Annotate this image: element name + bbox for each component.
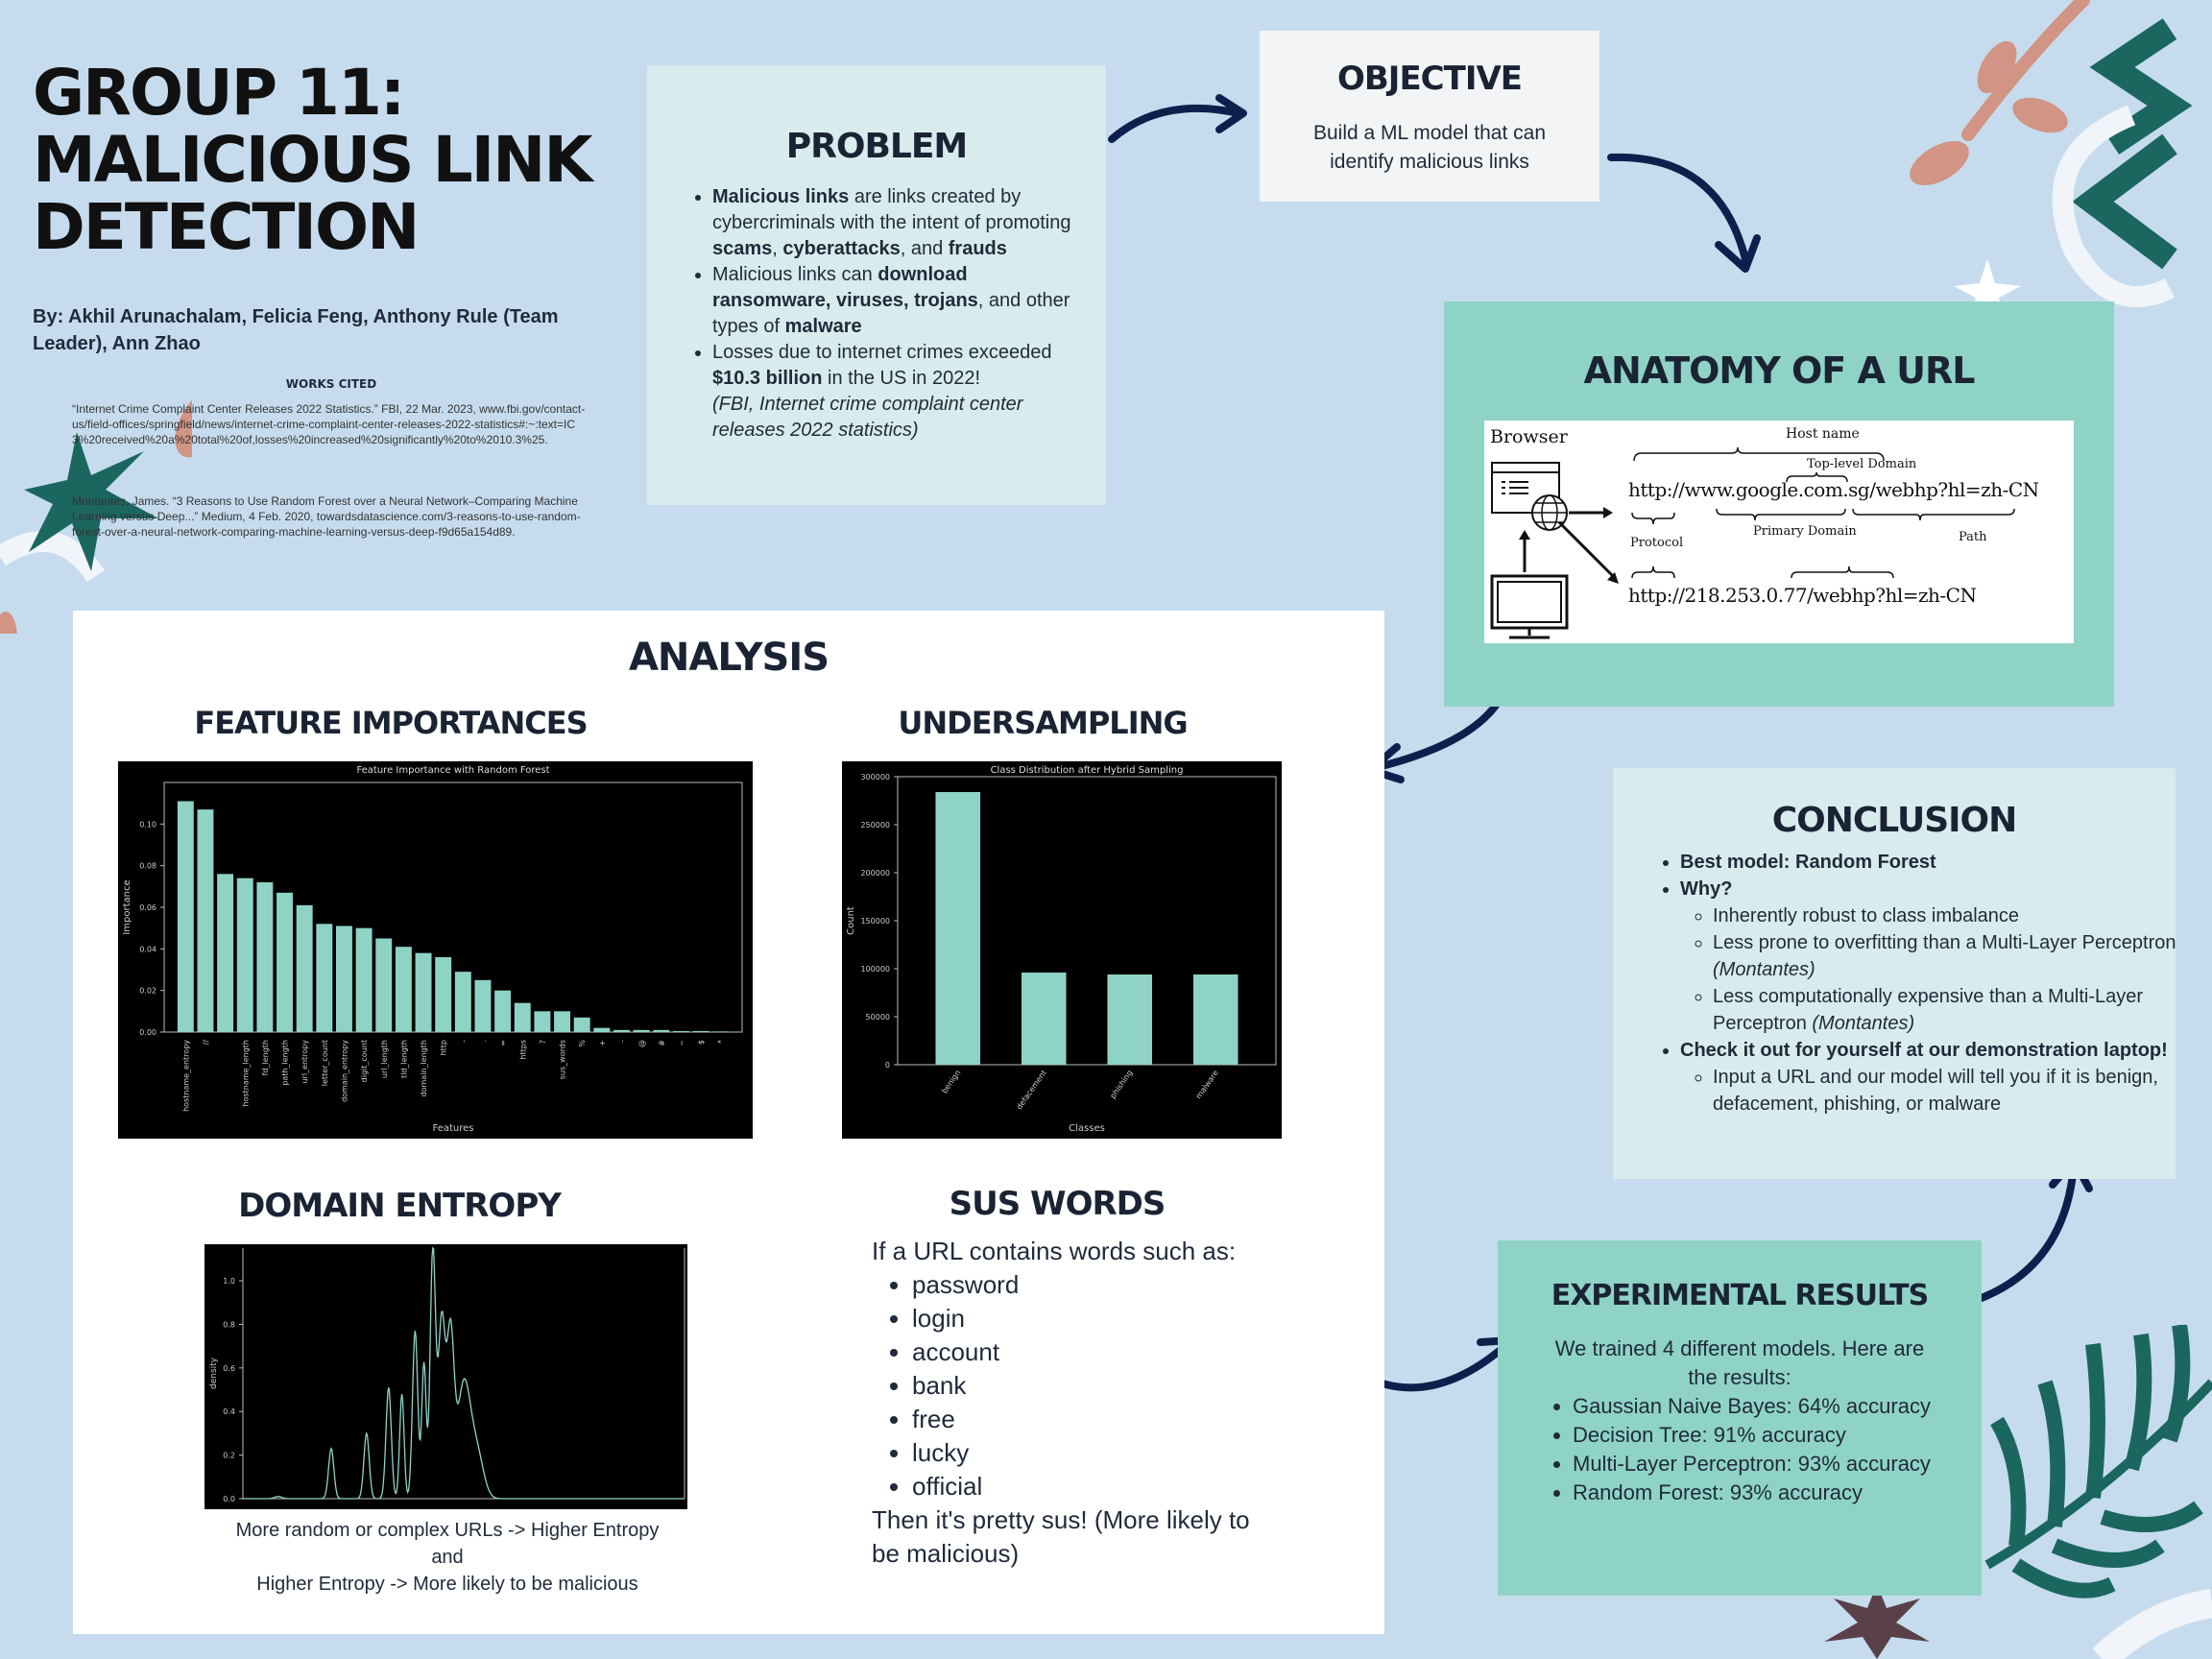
sus-word-item: • password [912,1268,1275,1302]
conclusion-title: CONCLUSION [1771,801,2017,840]
bar [634,1030,650,1032]
x-tick-label: hostname_entropy [181,1040,191,1112]
feature-importance-chart [118,761,753,1139]
caption-line-1: More random or complex URLs -> Higher Entropy [235,1520,660,1541]
x-tick-label: hostname_length [241,1040,251,1107]
y-tick-label: 0.06 [139,903,156,912]
result-item: • Gaussian Naive Bayes: 64% accuracy [1573,1392,1966,1421]
bar [396,947,412,1032]
bar [712,1031,729,1032]
objective-text: Build a ML model that can identify malicious links [1312,122,1547,173]
conclusion-best: • Best model: Random Forest [1680,849,2179,876]
y-axis-label: Count [846,906,856,935]
bar [475,980,492,1032]
sus-words-section [872,1235,1275,1571]
y-tick-label: 50000 [865,1013,890,1022]
x-tick-label: url_length [379,1040,389,1079]
title-line-1: GROUP 11: [33,56,404,130]
bar [416,953,432,1032]
works-cited-ref-1: “Internet Crime Complaint Center Releases 2022 Statistics.” FBI, 22 Mar. 2023, www.fbi.gov/contact-us/field-offices/springfield/news/internet-crime-complaint-center-releases-2022-statistics#:~:text=IC3%20received%20a%20total%20of,losses%20increased%20significantly%20to%2010.3%25. [72,402,586,446]
x-tick-label: sus_words [558,1040,567,1080]
url-example-1: http://www.google.com.sg/webhp?hl=zh-CN [1628,478,2039,501]
demo-instructions: ◦ Input a URL and our model will tell you if it is benign, defacement, phishing, or malware [1713,1064,2179,1118]
x-tick-label: @ [637,1040,647,1047]
result-item: • Decision Tree: 91% accuracy [1573,1421,1966,1450]
x-tick-label: - [459,1040,469,1043]
y-tick-label: 0.10 [139,820,156,830]
bar [935,792,980,1065]
url-example-2: http://218.253.0.77/webhp?hl=zh-CN [1628,584,1977,607]
x-tick-label: * [716,1040,726,1044]
domain-entropy-title: DOMAIN ENTROPY [238,1187,561,1225]
browser-computer-icon [1488,459,1651,641]
x-tick-label: http [439,1040,448,1056]
host-name-label: Host name [1786,426,1860,442]
x-tick-label: domain_length [420,1040,429,1097]
bar [693,1031,709,1032]
result-item: • Multi-Layer Perceptron: 93% accuracy [1573,1450,1966,1479]
anatomy-title: ANATOMY OF A URL [1583,349,1975,392]
sus-words-outro: Then it's pretty sus! (More likely to be malicious) [872,1505,1250,1568]
x-axis-label: Classes [1069,1123,1105,1134]
arrow-problem-to-objective [1104,86,1258,154]
x-tick-label: domain_entropy [340,1040,349,1102]
caption-line-2: and [431,1547,464,1568]
problem-list [687,184,1083,444]
sus-word-item: • bank [912,1369,1275,1403]
domain-entropy-chart [204,1244,687,1509]
conclusion-why: • Why? ◦ Inherently robust to class imbalance ◦ Less prone to overfitting than a Multi-Layer Perceptron (Montantes) ◦ Less computationally expensive than a Multi-Layer Perceptron (Montantes) [1680,876,2179,1037]
bar [1193,974,1238,1065]
url-diagram [1484,421,2074,643]
objective-card [1260,31,1599,202]
bar [198,809,214,1032]
problem-card [647,65,1106,505]
result-item: • Random Forest: 93% accuracy [1573,1479,1966,1507]
x-tick-label: benign [940,1068,963,1095]
bar [574,1018,590,1032]
bar [673,1031,689,1032]
x-tick-label: defacement [1015,1068,1048,1112]
sus-words-list [872,1268,1275,1503]
poster-title [33,56,609,264]
y-tick-label: 300000 [860,773,890,781]
title-line-2: MALICIOUS LINK [33,123,591,197]
y-axis-label: density [209,1358,219,1389]
problem-bullet-1: • Malicious links are links created by cybercriminals with the intent of promoting scams, cyberattacks, and frauds [712,184,1083,262]
arrow-objective-to-anatomy [1603,144,1767,278]
results-card [1498,1240,1982,1596]
x-tick-label: digit_count [360,1040,370,1083]
y-tick-label: 0.2 [223,1451,235,1460]
undersampling-title: UNDERSAMPLING [898,705,1188,741]
reason-1: ◦ Inherently robust to class imbalance [1713,902,2179,929]
bar [455,972,471,1032]
x-tick-label: $ [697,1040,707,1046]
bar [375,939,392,1033]
y-tick-label: 150000 [860,917,890,926]
problem-title: PROBLEM [785,127,968,166]
y-tick-label: 0 [884,1061,890,1070]
sus-word-item: • official [912,1470,1275,1503]
bar [534,1011,550,1032]
x-tick-label: phishing [1108,1068,1135,1100]
bar [613,1030,630,1032]
x-tick-label: % [578,1040,588,1047]
sus-words-intro: If a URL contains words such as: [872,1237,1237,1265]
conclusion-card [1613,768,2176,1179]
x-tick-label: https [518,1040,528,1060]
title-line-3: DETECTION [33,190,419,264]
protocol-label: Protocol [1630,536,1684,550]
x-axis-label: Features [432,1123,474,1134]
problem-bullet-2: • Malicious links can download ransomware, viruses, trojans, and other types of malware [712,262,1083,340]
class-distribution-chart [842,761,1282,1139]
bar [494,991,511,1032]
x-tick-label: + [597,1040,607,1046]
y-tick-label: 200000 [860,869,890,878]
y-tick-label: 1.0 [223,1277,235,1286]
bar [217,874,233,1032]
x-tick-label: path_length [280,1040,290,1086]
y-tick-label: 0.8 [223,1320,235,1330]
y-tick-label: 0.6 [223,1363,235,1373]
x-tick-label: letter_count [320,1040,329,1087]
bar [316,924,332,1032]
density-line [243,1248,685,1499]
bar [593,1028,610,1032]
y-tick-label: 0.0 [223,1495,235,1503]
bar [1107,974,1152,1065]
bar [554,1011,570,1032]
problem-bullet-3: • Losses due to internet crimes exceeded $10.3 billion in the US in 2022! (FBI, Internet crime complaint center releases 2022 statistics) [712,340,1083,444]
chart-title: Feature Importance with Random Forest [356,765,550,776]
bar [336,926,352,1033]
browser-label: Browser [1490,426,1568,447]
decorative-fern [1959,1325,2212,1659]
x-tick-label: ? [538,1040,547,1045]
works-cited-ref-2: Montantes, James. “3 Reasons to Use Random Forest over a Neural Network–Comparing Machine Learning versus Deep...” Medium, 4 Feb. 2020, towardsdatascience.com/3-reasons-to-use-random-forest-over-a-neural-network-comparing-machine-learning-versus-deep-f9d65a154d89. [72,494,581,539]
reason-2: ◦ Less prone to overfitting than a Multi-Layer Perceptron (Montantes) [1713,929,2179,983]
y-tick-label: 0.4 [223,1407,235,1417]
sus-words-title: SUS WORDS [949,1185,1166,1223]
bar [256,882,273,1032]
results-title: EXPERIMENTAL RESULTS [1551,1279,1929,1312]
objective-title: OBJECTIVE [1336,60,1523,98]
bar [653,1030,669,1032]
y-tick-label: 250000 [860,821,890,830]
x-tick-label: . [478,1040,488,1043]
bar [515,1003,531,1032]
x-tick-label: # [657,1040,666,1046]
y-tick-label: 0.08 [139,861,156,871]
bar [1022,973,1067,1065]
sus-word-item: • login [912,1302,1275,1335]
bar [178,802,194,1033]
domain-entropy-caption [169,1517,726,1598]
x-tick-label: - [617,1040,627,1043]
sus-word-item: • account [912,1335,1275,1369]
primary-domain-label: Primary Domain [1753,524,1857,539]
chart-title: Class Distribution after Hybrid Sampling [990,765,1184,776]
anatomy-card [1444,301,2114,707]
path-label: Path [1959,530,1987,544]
analysis-title: ANALYSIS [628,636,830,680]
sus-word-item: • lucky [912,1436,1275,1470]
y-tick-label: 0.00 [139,1028,156,1037]
x-tick-label: fd_length [260,1040,270,1076]
bar [297,905,313,1032]
analysis-card [73,611,1384,1634]
works-cited-heading: WORKS CITED [285,377,377,391]
bar [237,878,253,1032]
caption-line-3: Higher Entropy -> More likely to be malicious [256,1574,638,1595]
x-tick-label: // [201,1040,210,1046]
y-tick-label: 100000 [860,965,890,974]
x-tick-label: url_entropy [301,1040,310,1084]
x-tick-label: = [498,1040,508,1046]
bar [356,928,373,1032]
feature-importances-title: FEATURE IMPORTANCES [194,705,588,741]
x-tick-label: malware [1193,1068,1220,1101]
tld-label: Top-level Domain [1807,457,1917,471]
y-axis-label: Importance [122,879,132,935]
bar [276,893,293,1032]
y-tick-label: 0.04 [139,945,156,954]
sus-word-item: • free [912,1403,1275,1436]
x-tick-label: ~ [677,1040,686,1046]
results-intro: We trained 4 different models. Here are the results: [1554,1336,1925,1389]
y-tick-label: 0.02 [139,986,156,996]
conclusion-demo: • Check it out for yourself at our demonstration laptop! ◦ Input a URL and our model will tell you if it is benign, defacement, phishing, or malware [1680,1037,2179,1118]
conclusion-list [1655,849,2179,1118]
x-tick-label: tld_length [399,1040,409,1078]
reason-3: ◦ Less computationally expensive than a Multi-Layer Perceptron (Montantes) [1713,983,2179,1037]
bar [435,957,451,1032]
authors: By: Akhil Arunachalam, Felicia Feng, Anthony Rule (Team Leader), Ann Zhao [33,306,559,354]
results-list [1548,1392,1966,1507]
